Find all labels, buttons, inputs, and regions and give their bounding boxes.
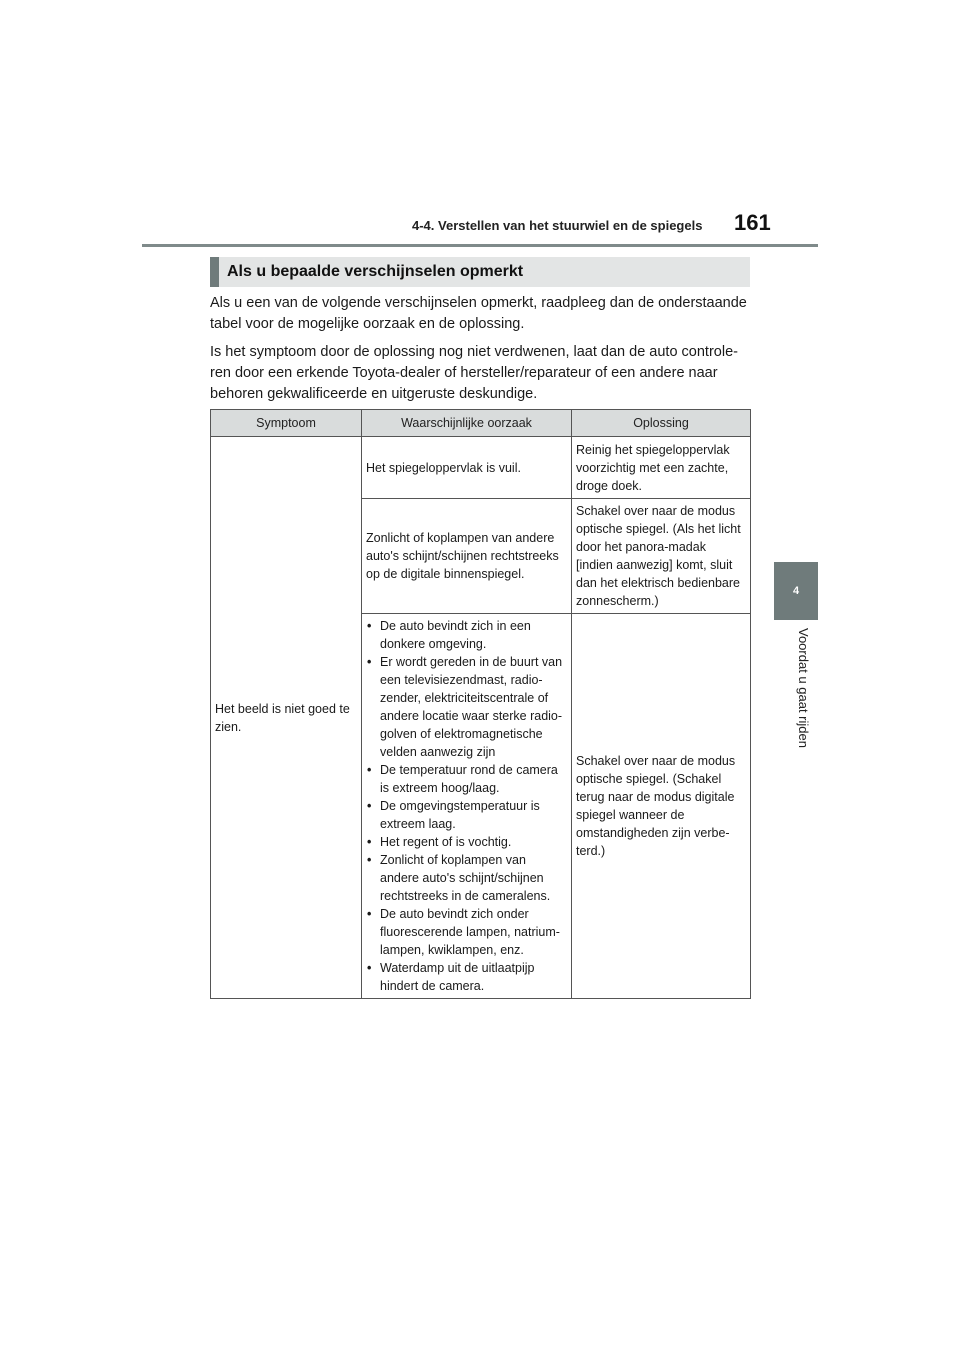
chapter-tab-number: 4 <box>792 585 800 597</box>
bullet-icon: • <box>367 835 372 849</box>
bullet-icon: • <box>367 907 372 921</box>
bullet-icon: • <box>367 619 372 633</box>
table-header-row <box>211 410 751 437</box>
header-divider <box>142 244 818 247</box>
bullet-icon: • <box>367 961 372 975</box>
cause-cell: Zonlicht of koplampen van andere auto's schijnt/schijnen rechtstreeks op de digitale binnenspiegel. <box>362 499 572 614</box>
cause-list <box>366 617 567 995</box>
column-header-solution: Oplossing <box>572 410 751 437</box>
solution-cell: Reinig het spiegeloppervlak voorzichtig met een zachte, droge doek. <box>572 437 751 499</box>
list-item: • Er wordt gereden in de buurt van een televisiezendmast, radio-zender, elektriciteitscentrale of andere locatie waar sterke radio-golven of elektromagnetische velden aanwezig zijn <box>367 655 563 759</box>
bullet-icon: • <box>367 763 372 777</box>
bullet-icon: • <box>367 799 372 813</box>
list-item: • Het regent of is vochtig. <box>367 835 512 849</box>
intro-paragraph: Als u een van de volgende verschijnselen opmerkt, raadpleeg dan de onderstaande tabel voor de mogelijke oorzaak en de oplossing. <box>210 295 747 332</box>
list-item: • De omgevingstemperatuur is extreem laag. <box>367 799 540 831</box>
list-item: • Waterdamp uit de uitlaatpijp hindert de camera. <box>367 961 535 993</box>
chapter-title: 4-4. Verstellen van het stuurwiel en de spiegels <box>412 218 703 233</box>
chapter-tab <box>774 562 818 620</box>
list-item: • Zonlicht of koplampen van andere auto's schijnt/schijnen rechtstreeks in de cameralens. <box>367 853 551 903</box>
list-item: • De temperatuur rond de camera is extreem hoog/laag. <box>367 763 558 795</box>
column-header-symptom: Symptoom <box>211 410 362 437</box>
page-number: 161 <box>734 210 771 235</box>
chapter-tab-label: Voordat u gaat rijden <box>796 628 811 748</box>
symptom-cell: Het beeld is niet goed te zien. <box>211 437 362 999</box>
cause-cell: Het spiegeloppervlak is vuil. <box>362 437 572 499</box>
bullet-icon: • <box>367 655 372 669</box>
symptom-table <box>210 409 751 999</box>
solution-cell: Schakel over naar de modus optische spiegel. (Schakel terug naar de modus digitale spiegel wanneer de omstandigheden zijn verbe-terd.) <box>572 614 751 999</box>
list-item: • De auto bevindt zich in een donkere omgeving. <box>367 619 531 651</box>
solution-cell: Schakel over naar de modus optische spiegel. (Als het licht door het panora-madak [indien aanwezig] komt, sluit dan het elektrisch bedienbare zonnescherm.) <box>572 499 751 614</box>
section-heading: Als u bepaalde verschijnselen opmerkt <box>210 257 750 287</box>
cause-cell <box>362 614 572 999</box>
table-row <box>211 437 751 499</box>
advice-paragraph: Is het symptoom door de oplossing nog niet verdwenen, laat dan de auto controle-ren door een erkende Toyota-dealer of hersteller/reparateur of een andere naar behoren gekwalificeerde en uitgeruste deskundige. <box>210 344 738 402</box>
bullet-icon: • <box>367 853 372 867</box>
column-header-cause: Waarschijnlijke oorzaak <box>362 410 572 437</box>
list-item: • De auto bevindt zich onder fluorescerende lampen, natrium-lampen, kwiklampen, enz. <box>367 907 560 957</box>
